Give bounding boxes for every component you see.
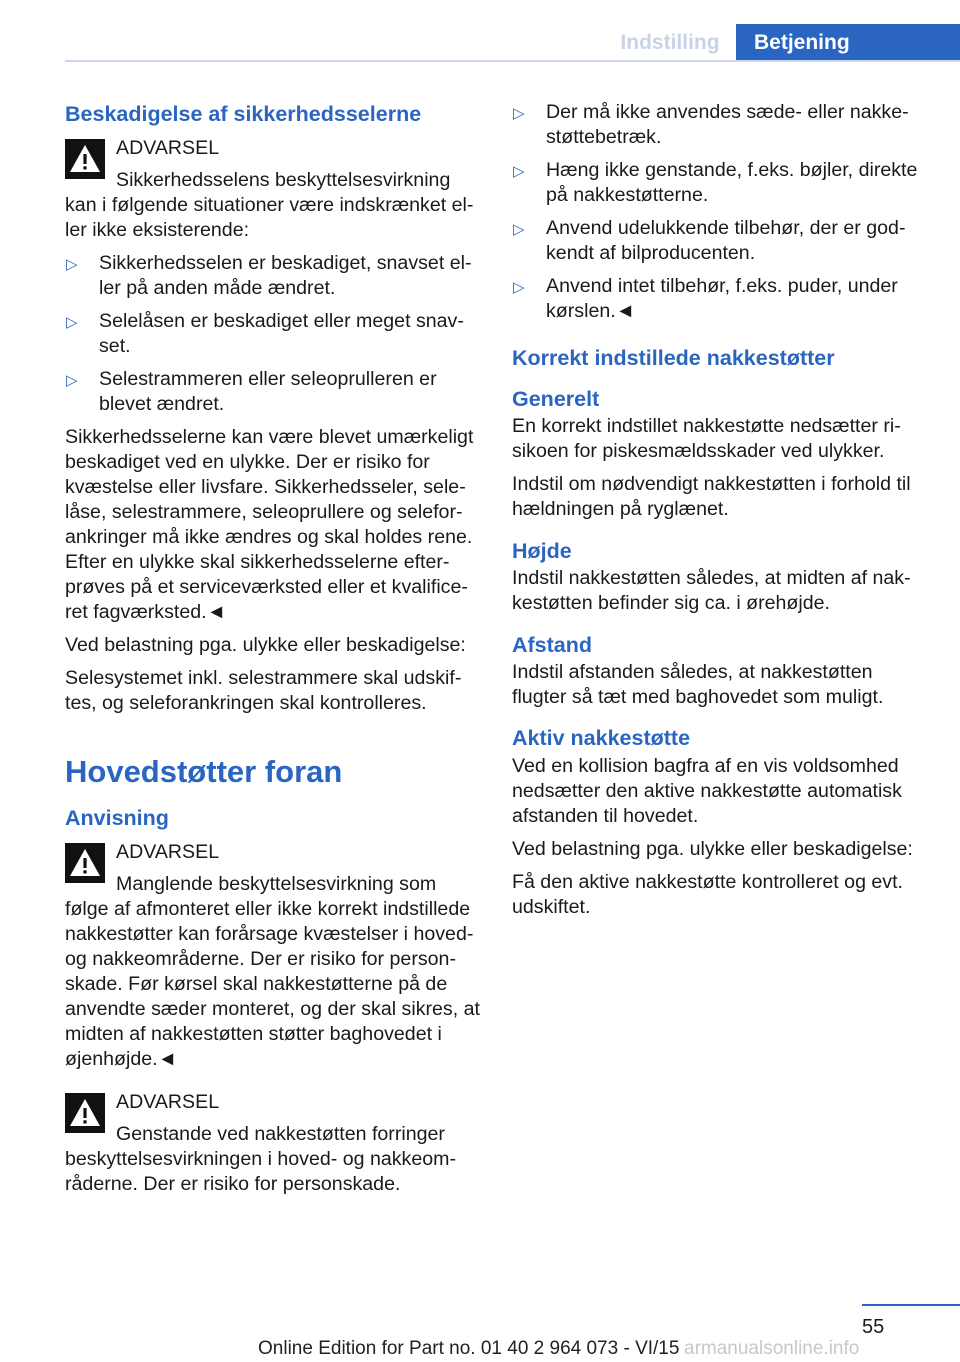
bullet-list-2: [512, 100, 927, 324]
list-item-text: Selelåsen er beskadiget eller meget snavset.: [99, 310, 464, 357]
warning-text: Genstande ved nakkestøtten forringer beskyttelsesvirkningen i hoved- og nakkeområderne. Der er risiko for personskade.: [65, 1123, 456, 1195]
section-title-active-headrest: Aktiv nakkestøtte: [512, 726, 691, 750]
edition-note: Online Edition for Part no. 01 40 2 964 073 - VI/15: [258, 1338, 680, 1359]
right-column: [512, 100, 927, 928]
paragraph: Indstil om nødvendigt nakkestøtten i forhold til hældningen på ryglænet.: [512, 473, 911, 520]
list-item: [65, 251, 480, 301]
paragraph: Indstil afstanden således, at nakkestøtten flugter så tæt med baghovedet som muligt.: [512, 661, 884, 708]
warning-text: Manglende beskyttelsesvirkning som følge af afmonteret eller ikke korrekt indstillede nakkestøtter kan forårsage kvæstelser i hoved- og nakkeområderne. Der er risiko for personskade. Før kørsel skal nakkestøtterne på de anvendte sæder monteret, og der skal sikres, at midten af nakkestøtten støtter baghovedet i øjenhøjde.◄: [65, 873, 480, 1070]
section-title-correct-headrests: Korrekt indstillede nakkestøtter: [512, 346, 835, 370]
section-title-anvisning: Anvisning: [65, 806, 169, 830]
paragraph: Sikkerhedsselerne kan være blevet umærkeligt beskadiget ved en ulykke. Der er risiko for kvæstelse eller livsfare. Sikkerhedsseler, selelåse, selestrammere, seleoprullere og seleforankringer må ikke ændres og skal holdes rene. Efter en ulykke skal sikkerhedsselerne efterprøves på et serviceværksted eller et kvalificeret fagværksted.◄: [65, 426, 474, 623]
tab-indstilling[interactable]: Indstilling: [620, 31, 720, 54]
list-item-text: Anvend intet tilbehør, f.eks. puder, under kørslen.◄: [546, 275, 898, 322]
triangle-bullet-icon: ▷: [66, 256, 78, 273]
triangle-bullet-icon: ▷: [513, 221, 525, 238]
list-item-text: Anvend udelukkende tilbehør, der er godkendt af bilproducenten.: [546, 217, 906, 264]
list-item-text: Selestrammeren eller seleoprulleren er blevet ændret.: [99, 368, 437, 415]
triangle-bullet-icon: ▷: [513, 163, 525, 180]
page-number: 55: [862, 1316, 885, 1338]
left-column: [65, 100, 480, 1205]
watermark: armanualsonline.info: [684, 1338, 860, 1359]
list-item-text: Sikkerhedsselen er beskadiget, snavset eller på anden måde ændret.: [99, 252, 472, 299]
warning-label: ADVARSEL: [116, 841, 220, 863]
list-item: [512, 100, 927, 150]
triangle-bullet-icon: ▷: [513, 105, 525, 122]
paragraph: En korrekt indstillet nakkestøtte nedsætter risikoen for piskesmældsskader ved ulykker.: [512, 415, 901, 462]
warning-text: Sikkerhedsselens beskyttelsesvirkning kan i følgende situationer være indskrænket eller ikke eksisterende:: [65, 169, 474, 241]
paragraph: Ved en kollision bagfra af en vis voldsomhed nedsætter den aktive nakkestøtte automatisk afstanden til hovedet.: [512, 755, 902, 827]
subsection-title-generelt: Generelt: [512, 387, 600, 411]
warning-icon: [65, 843, 105, 883]
warning-icon: [65, 139, 105, 179]
list-item: [512, 274, 927, 324]
warning-label: ADVARSEL: [116, 1091, 220, 1113]
triangle-bullet-icon: ▷: [66, 372, 78, 389]
warning-icon: [65, 1093, 105, 1133]
paragraph: Indstil nakkestøtten således, at midten af nakkestøtten befinder sig ca. i ørehøjde.: [512, 567, 911, 614]
warning-block-2: [65, 840, 480, 1072]
page-header: [0, 0, 960, 62]
triangle-bullet-icon: ▷: [66, 314, 78, 331]
list-item: [65, 309, 480, 359]
warning-label: ADVARSEL: [116, 137, 220, 159]
list-item: [65, 367, 480, 417]
list-item-text: Der må ikke anvendes sæde- eller nakkestøttebetræk.: [546, 101, 909, 148]
header-divider: [65, 60, 960, 62]
subsection-title-hojde: Højde: [512, 539, 572, 563]
warning-block-3: [65, 1090, 480, 1197]
bullet-list-1: [65, 251, 480, 417]
paragraph: Ved belastning pga. ulykke eller beskadigelse:: [512, 838, 913, 860]
tab-betjening[interactable]: Betjening: [736, 24, 960, 60]
list-item: [512, 158, 927, 208]
footer-rule: [862, 1304, 960, 1306]
paragraph: Få den aktive nakkestøtte kontrolleret og evt. udskiftet.: [512, 871, 903, 918]
warning-block-1: [65, 136, 480, 243]
triangle-bullet-icon: ▷: [513, 279, 525, 296]
paragraph: Ved belastning pga. ulykke eller beskadigelse:: [65, 634, 466, 656]
section-title-seatbelt-damage: Beskadigelse af sikkerhedsselerne: [65, 102, 422, 126]
chapter-title: Hovedstøtter foran: [65, 754, 343, 789]
list-item-text: Hæng ikke genstande, f.eks. bøjler, direkte på nakkestøtterne.: [546, 159, 918, 206]
paragraph: Selesystemet inkl. selestrammere skal udskiftes, og seleforankringen skal kontrolleres.: [65, 667, 462, 714]
subsection-title-afstand: Afstand: [512, 633, 593, 657]
list-item: [512, 216, 927, 266]
